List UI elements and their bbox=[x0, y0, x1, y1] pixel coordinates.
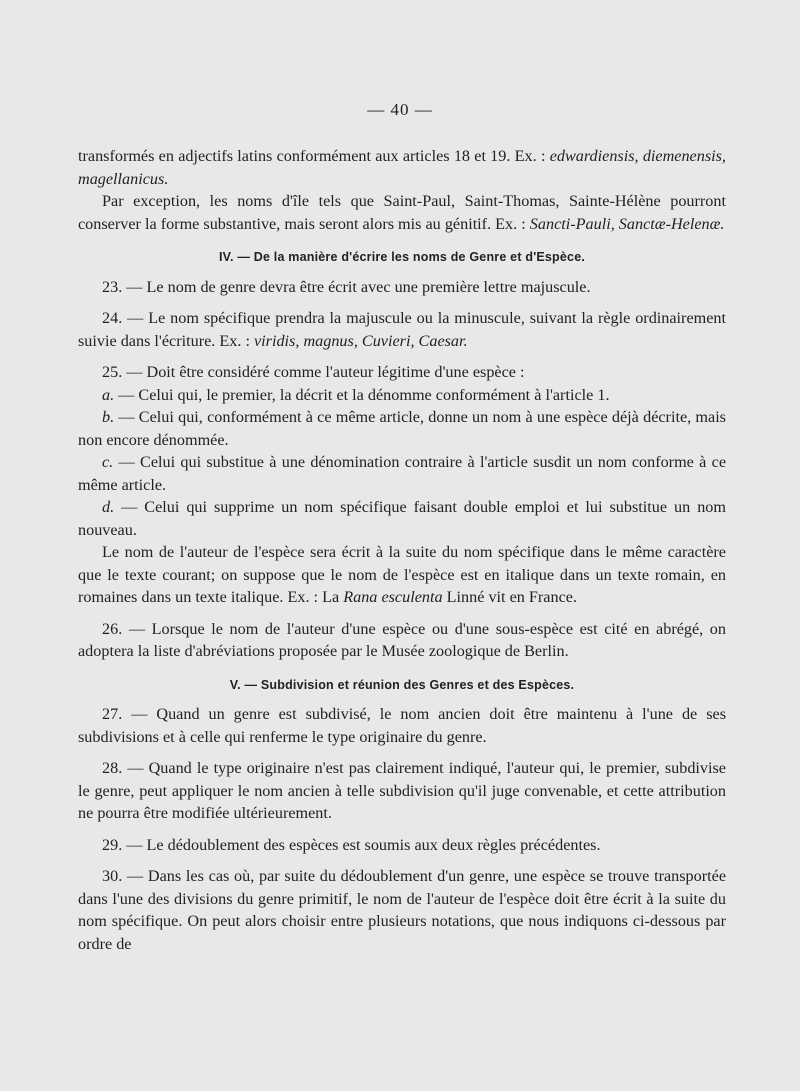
item-text: — Celui qui, le premier, la décrit et la dénomme conformément à l'article 1. bbox=[114, 385, 610, 404]
item-letter: a. bbox=[102, 385, 115, 404]
article-25-c bbox=[78, 451, 726, 496]
item-text: — Celui qui supprime un nom spécifique faisant double emploi et lui substitue un nom nouveau. bbox=[78, 498, 726, 539]
article-24 bbox=[78, 307, 726, 352]
item-letter: d. bbox=[102, 498, 115, 516]
section-heading-iv: IV. — De la manière d'écrire les noms de Genre et d'Espèce. bbox=[218, 250, 586, 264]
section-heading-v: V. — Subdivision et réunion des Genres et des Espèces. bbox=[229, 677, 575, 692]
body-text bbox=[78, 145, 726, 955]
italic-examples: viridis, magnus, Cuvieri, Caesar. bbox=[253, 331, 468, 350]
item-text: — Celui qui, conformément à ce même article, donne un nom à une espèce déjà décrite, mais non encore dénommée. bbox=[78, 408, 726, 449]
article-27: 27. — Quand un genre est subdivisé, le nom ancien doit être maintenu à l'une de ses subdivisions et à celle qui renferme le type originaire du genre. bbox=[78, 705, 726, 746]
article-25-b bbox=[78, 406, 726, 451]
item-letter: c. bbox=[102, 453, 114, 471]
paragraph-text: 24. — Le nom spécifique prendra la majuscule ou la minuscule, suivant la règle ordinairement suivie dans l'écriture. Ex. : bbox=[78, 309, 726, 350]
article-25-author-note bbox=[78, 541, 726, 609]
paragraph-continuation bbox=[78, 145, 726, 190]
article-26: 26. — Lorsque le nom de l'auteur d'une espèce ou d'une sous-espèce est cité en abrégé, on adoptera la liste d'abréviations proposée par le Musée zoologique de Berlin. bbox=[78, 619, 726, 660]
item-text: — Celui qui substitue à une dénomination contraire à l'article susdit un nom conforme à ce même article. bbox=[78, 453, 726, 494]
article-30: 30. — Dans les cas où, par suite du dédoublement d'un genre, une espèce se trouve transportée dans l'une des divisions du genre primitif, le nom de l'auteur de l'espèce doit être écrit à la suite du nom spécifique. On peut alors choisir entre plusieurs notations, que nous indiquons ci-dessous par ordre de bbox=[78, 867, 726, 953]
item-letter: b. bbox=[102, 408, 115, 426]
article-23: 23. — Le nom de genre devra être écrit avec une première lettre majuscule. bbox=[102, 277, 591, 296]
paragraph-text: Par exception, les noms d'île tels que Saint-Paul, Saint-Thomas, Sainte-Hélène pourront conserver la forme substantive, mais seront alors mis au génitif. Ex. : bbox=[78, 192, 726, 233]
page-number: — 40 — bbox=[367, 100, 433, 119]
paragraph-text: Linné vit en France. bbox=[442, 588, 577, 606]
article-25-a bbox=[78, 384, 726, 407]
article-25-d bbox=[78, 496, 726, 541]
paragraph-exception bbox=[78, 190, 726, 235]
paragraph-text: Le nom de l'auteur de l'espèce sera écrit à la suite du nom spécifique dans le même caractère que le texte courant; on suppose que le nom de l'espèce est en italique dans un texte romain, en romaines dans un texte italique. Ex. : La bbox=[78, 543, 726, 606]
italic-examples: edwardiensis, diemenensis, magellanicus. bbox=[78, 147, 726, 188]
paragraph-text: transformés en adjectifs latins conformément aux articles 18 et 19. Ex. : bbox=[78, 147, 550, 165]
article-29: 29. — Le dédoublement des espèces est soumis aux deux règles précédentes. bbox=[102, 835, 601, 854]
italic-examples: Sancti-Pauli, Sanctæ-Helenæ. bbox=[529, 214, 725, 233]
article-25: 25. — Doit être considéré comme l'auteur légitime d'une espèce : bbox=[102, 363, 525, 381]
italic-species: Rana esculenta bbox=[343, 588, 443, 606]
article-28: 28. — Quand le type originaire n'est pas clairement indiqué, l'auteur qui, le premier, subdivise le genre, peut appliquer le nom ancien à telle subdivision qu'il juge convenable, et cette attribution ne pourra être modifiée ultérieurement. bbox=[78, 759, 726, 822]
